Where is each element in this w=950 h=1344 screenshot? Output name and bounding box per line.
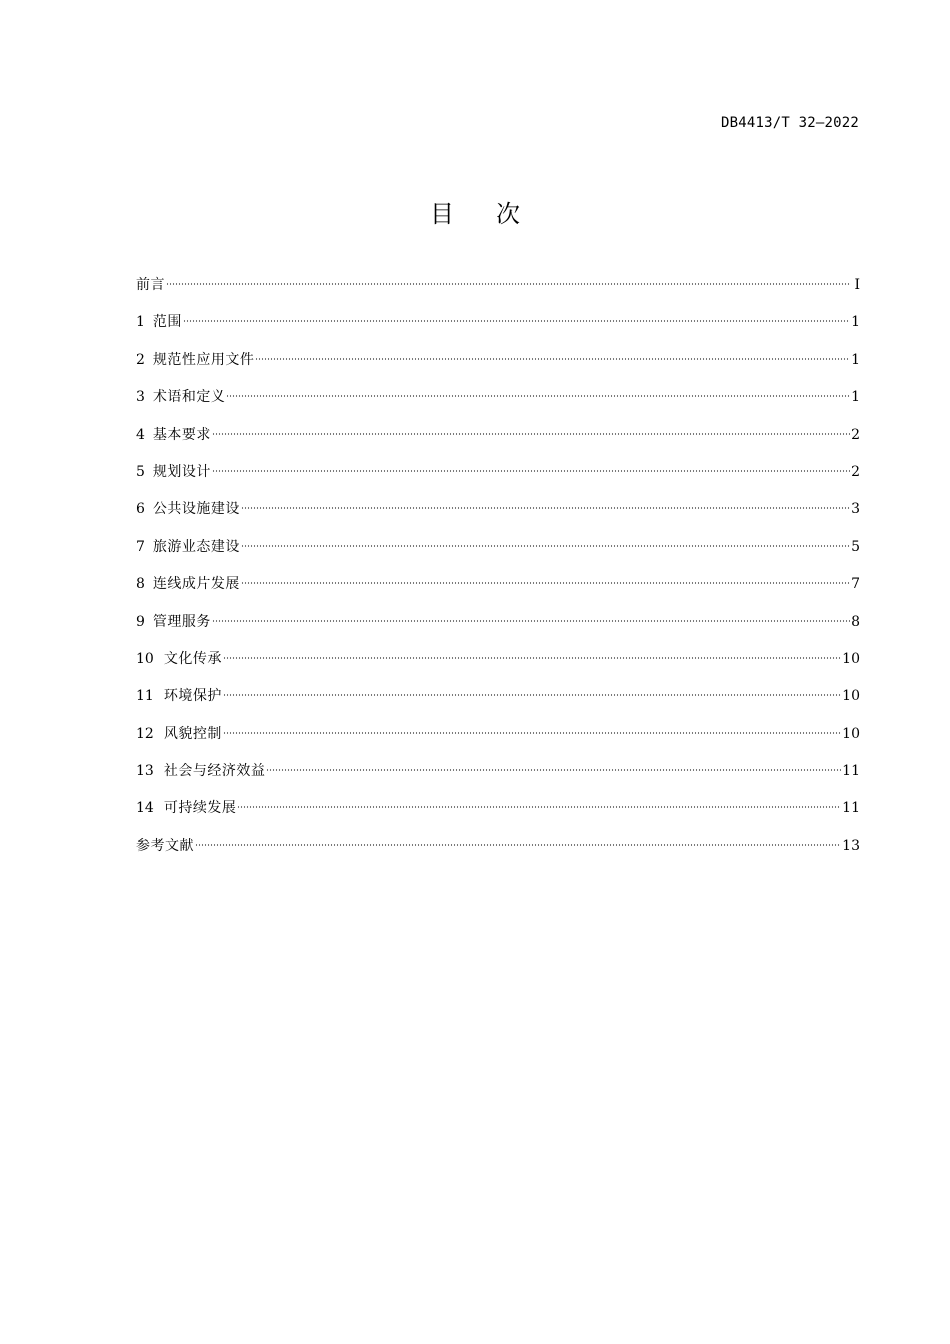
dot-leader <box>212 432 850 436</box>
toc-entry-page: 11 <box>842 800 860 817</box>
toc-entry[interactable] <box>136 723 860 760</box>
toc-entry-page: 10 <box>842 725 860 742</box>
toc-entry[interactable] <box>136 311 860 348</box>
toc-entry-label: 公共设施建设 <box>152 501 240 518</box>
toc-entry-label: 可持续发展 <box>163 800 237 817</box>
toc-entry[interactable] <box>136 573 860 610</box>
toc-entry-page: 10 <box>842 688 860 705</box>
toc-entry-number: 9 <box>136 613 145 630</box>
toc-entry-page: 11 <box>842 763 860 780</box>
toc-entry-number: 13 <box>136 763 154 780</box>
toc-entry[interactable] <box>136 461 860 498</box>
dot-leader <box>226 394 850 398</box>
table-of-contents <box>136 274 860 872</box>
toc-entry[interactable] <box>136 498 860 535</box>
toc-entry-label: 术语和定义 <box>152 389 226 406</box>
toc-entry-label: 旅游业态建设 <box>152 538 240 555</box>
toc-entry-label: 基本要求 <box>152 426 211 443</box>
dot-leader <box>241 506 850 510</box>
toc-entry-page: 5 <box>851 538 860 555</box>
dot-leader <box>212 469 850 473</box>
toc-entry-page: 3 <box>851 501 860 518</box>
dot-leader <box>241 544 850 548</box>
toc-entry-label: 社会与经济效益 <box>163 763 266 780</box>
toc-entry-number: 2 <box>136 351 145 368</box>
page-title: 目次 <box>430 200 562 228</box>
dot-leader <box>223 693 841 697</box>
toc-entry[interactable] <box>136 648 860 685</box>
toc-entry-page: I <box>854 277 860 293</box>
dot-leader <box>212 619 850 623</box>
dot-leader <box>195 843 841 847</box>
toc-entry-page: 1 <box>851 351 860 368</box>
toc-entry-number: 4 <box>136 426 145 443</box>
toc-entry-number: 12 <box>136 725 154 742</box>
toc-entry-page: 10 <box>842 650 860 667</box>
toc-entry-label: 管理服务 <box>152 613 211 630</box>
toc-entry-page: 2 <box>851 463 860 480</box>
dot-leader <box>183 319 850 323</box>
toc-entry-number: 11 <box>136 688 154 705</box>
toc-entry-page: 13 <box>842 837 860 854</box>
toc-entry-label: 参考文献 <box>136 837 194 854</box>
toc-entry-number: 5 <box>136 463 145 480</box>
toc-entry-page: 8 <box>851 613 860 630</box>
toc-entry-label: 规范性应用文件 <box>152 351 255 368</box>
document-code: DB4413/T 32—2022 <box>720 115 859 131</box>
dot-leader <box>166 282 851 286</box>
toc-entry-label: 风貌控制 <box>163 725 222 742</box>
toc-entry-number: 14 <box>136 800 154 817</box>
toc-entry-number: 10 <box>136 650 154 667</box>
toc-entry-label: 规划设计 <box>152 463 211 480</box>
toc-entry[interactable] <box>136 685 860 722</box>
toc-entry[interactable] <box>136 349 860 386</box>
dot-leader <box>241 581 850 585</box>
toc-entry-label: 范围 <box>152 314 182 331</box>
toc-entry-page: 7 <box>851 576 860 593</box>
dot-leader <box>223 656 841 660</box>
toc-entry-label: 环境保护 <box>163 688 222 705</box>
toc-entry-page: 2 <box>851 426 860 443</box>
toc-entry-number: 1 <box>136 314 145 331</box>
toc-entry[interactable] <box>136 274 860 311</box>
toc-entry[interactable] <box>136 424 860 461</box>
toc-entry-page: 1 <box>851 314 860 331</box>
toc-entry-label: 连线成片发展 <box>152 576 240 593</box>
toc-entry[interactable] <box>136 536 860 573</box>
dot-leader <box>266 768 841 772</box>
toc-entry[interactable] <box>136 760 860 797</box>
toc-entry-number: 6 <box>136 501 145 518</box>
dot-leader <box>223 731 841 735</box>
dot-leader <box>255 357 850 361</box>
toc-entry[interactable] <box>136 386 860 423</box>
toc-entry-number: 3 <box>136 389 145 406</box>
toc-entry-number: 8 <box>136 576 145 593</box>
toc-entry[interactable] <box>136 835 860 872</box>
toc-entry-page: 1 <box>851 389 860 406</box>
toc-entry[interactable] <box>136 611 860 648</box>
dot-leader <box>237 805 841 809</box>
toc-entry-label: 文化传承 <box>163 650 222 667</box>
toc-entry-label: 前言 <box>136 277 165 293</box>
toc-entry-number: 7 <box>136 538 145 555</box>
toc-entry[interactable] <box>136 797 860 834</box>
